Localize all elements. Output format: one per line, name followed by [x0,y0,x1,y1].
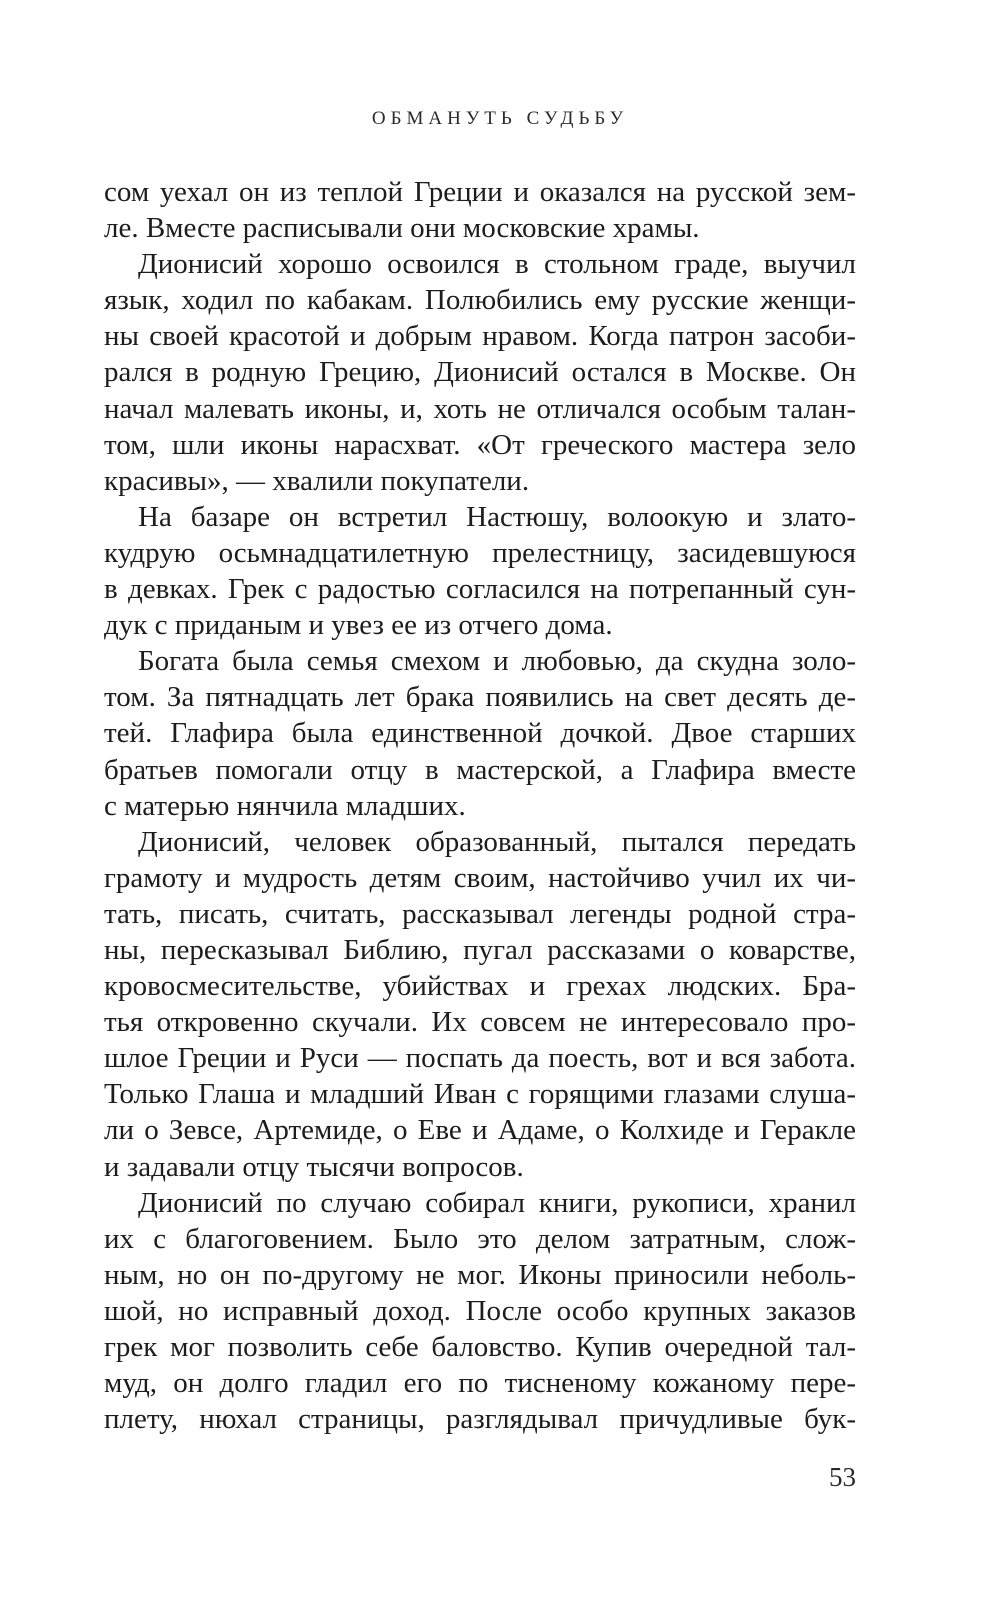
text-line: с матерью нянчила младших. [104,789,466,822]
text-line: ным, но он по-другому не мог. Иконы приносили неболь- [104,1258,856,1291]
text-line: братьев помогали отцу в мастерской, а Глафира вместе [104,753,856,786]
text-line: Дионисий хорошо освоился в стольном граде, выучил [138,248,856,281]
text-line: ны своей красотой и добрым нравом. Когда патрон засоби- [104,320,856,353]
text-line: том. За пятнадцать лет брака появились на свет десять де- [104,681,856,714]
text-line: ле. Вместе расписывали они московские храмы. [104,212,700,245]
text-line: На базаре он встретил Настюшу, волоокую и злато- [138,500,856,533]
page-number: 53 [829,1462,856,1492]
text-line: начал малевать иконы, и, хоть не отличался особым талан- [104,392,856,425]
text-line: шлое Греции и Руси — поспать да поесть, вот и вся забота. [104,1042,856,1075]
text-line: шой, но исправный доход. После особо крупных заказов [104,1294,856,1327]
text-line: том, шли иконы нарасхват. «От греческого мастера зело [104,428,856,461]
text-line: Дионисий по случаю собирал книги, рукописи, хранил [138,1186,856,1219]
text-line: их с благоговением. Было это делом затратным, слож- [104,1222,856,1255]
text-line: язык, ходил по кабакам. Полюбились ему русские женщи- [104,284,856,317]
text-line: грамоту и мудрость детям своим, настойчиво учил их чи- [104,861,856,894]
text-line: плету, нюхал страницы, разглядывал причудливые бук- [104,1403,856,1436]
text-line: кудрую осьмнадцатилетную прелестницу, засидевшуюся [104,536,856,569]
text-line: Только Глаша и младший Иван с горящими глазами слуша- [104,1078,856,1111]
text-line: Дионисий, человек образованный, пытался передать [138,825,856,858]
text-line: сом уехал он из теплой Греции и оказался на русской зем- [104,176,856,208]
body-text [104,174,856,1437]
text-line: тать, писать, считать, рассказывал легенды родной стра- [104,897,856,930]
text-line: дук с приданым и увез ее из отчего дома. [104,609,613,642]
text-line: кровосмесительстве, убийствах и грехах людских. Бра- [104,970,856,1003]
text-line: в девках. Грек с радостью согласился на потрепанный сун- [104,573,856,606]
text-line: тья откровенно скучали. Их совсем не интересовало про- [104,1006,856,1039]
text-line: муд, он долго гладил его по тисненому кожаному пере- [104,1367,856,1400]
text-line: ли о Зевсе, Артемиде, о Еве и Адаме, о Колхиде и Геракле [104,1114,856,1147]
text-line: красивы», — хвалили покупатели. [104,464,530,497]
text-line: грек мог позволить себе баловство. Купив очередной тал- [104,1331,856,1363]
text-line: рался в родную Грецию, Дионисий остался в Москве. Он [104,356,856,389]
running-header-title: ОБМАНУТЬ СУДЬБУ [371,108,629,129]
text-line: ны, пересказывал Библию, пугал рассказами о коварстве, [104,933,856,966]
text-line: тей. Глафира была единственной дочкой. Двое старших [104,717,856,750]
text-line: Богата была семья смехом и любовью, да скудна золо- [138,645,856,678]
text-line: и задавали отцу тысячи вопросов. [104,1150,524,1183]
